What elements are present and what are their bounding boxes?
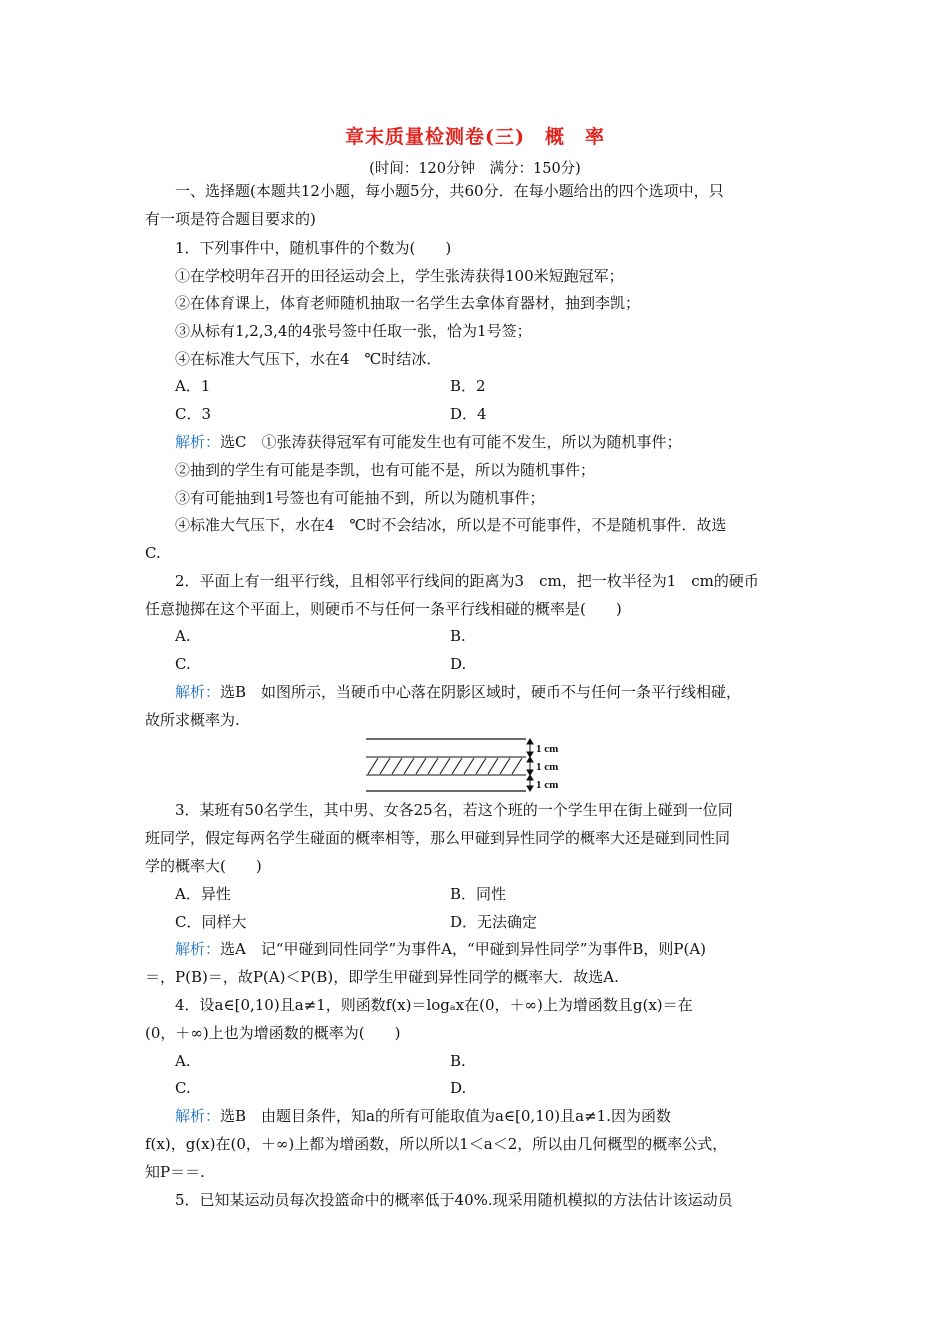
section-heading-cont: 有一项是符合题目要求的)	[145, 210, 316, 228]
q3-answer-line-1	[175, 938, 706, 960]
q3-answer-line-2: ＝，P(B)＝，故P(A)＜P(B)，即学生甲碰到异性同学的概率大．故选A.	[145, 968, 619, 986]
q3-answer-text: 选A 记“甲碰到同性同学”为事件A，“甲碰到异性同学”为事件B，则P(A)	[220, 940, 707, 958]
q1-answer-line-5: C.	[145, 544, 161, 562]
q1-answer-line-1	[175, 431, 682, 453]
q2-answer-text: 选B 如图所示，当硬币中心落在阴影区域时，硬币不与任何一条平行线相碰，	[220, 683, 742, 701]
q3-option-b: B．同性	[450, 885, 507, 903]
q1-item-4: ④在标准大气压下，水在4 ℃时结冰．	[175, 350, 442, 368]
dimension-arrows	[527, 739, 533, 791]
page-title: 章末质量检测卷(三) 概 率	[345, 126, 605, 148]
answer-label: 解析：	[175, 940, 221, 958]
q4-stem-line-2: (0，＋∞)上也为增函数的概率为( )	[145, 1024, 401, 1042]
q2-answer-line-2: 故所求概率为.	[145, 711, 240, 729]
q4-answer-line-1	[175, 1105, 671, 1127]
q1-option-a: A．1	[175, 377, 211, 395]
q4-option-a: A.	[175, 1052, 191, 1070]
dimension-label-2: 1 cm	[536, 761, 559, 773]
q2-answer-line-1	[175, 681, 741, 703]
q2-option-b: B.	[450, 627, 466, 645]
parallel-lines-figure	[364, 735, 594, 793]
dimension-label-3: 1 cm	[536, 779, 559, 791]
q3-option-a: A．异性	[175, 885, 231, 903]
q1-option-b: B．2	[450, 377, 486, 395]
exam-info: (时间：120分钟 满分：150分)	[369, 161, 581, 177]
q1-answer-line-3: ③有可能抽到1号签也有可能抽不到，所以为随机事件；	[175, 489, 545, 507]
q1-option-c: C．3	[175, 405, 212, 423]
q3-option-d: D．无法确定	[450, 913, 538, 931]
q1-item-3: ③从标有1,2,3,4的4张号签中任取一张，恰为1号签；	[175, 322, 532, 340]
q1-item-1: ①在学校明年召开的田径运动会上，学生张涛获得100米短跑冠军；	[175, 267, 624, 285]
q4-option-b: B.	[450, 1052, 466, 1070]
q4-answer-line-3: 知P＝＝.	[145, 1163, 205, 1181]
q4-answer-line-2: f(x)，g(x)在(0，＋∞)上都为增函数，所以所以1＜a＜2，所以由几何概型的概率公式，	[145, 1135, 728, 1153]
q3-option-c: C．同样大	[175, 913, 247, 931]
q1-item-2: ②在体育课上，体育老师随机抽取一名学生去拿体育器材，抽到李凯；	[175, 294, 641, 312]
q4-stem-line-1: 4．设a∈[0,10)且a≠1，则函数f(x)＝logₐx在(0，＋∞)上为增函数且g(x)＝在	[175, 996, 693, 1014]
section-heading: 一、选择题(本题共12小题，每小题5分，共60分．在每小题给出的四个选项中，只	[175, 182, 724, 200]
q4-option-d: D.	[450, 1079, 467, 1097]
q3-stem-line-1: 3．某班有50名学生，其中男、女各25名，若这个班的一个学生甲在街上碰到一位同	[175, 801, 733, 819]
answer-label: 解析：	[175, 1107, 221, 1125]
q3-stem-line-2: 班同学，假定每两名学生碰面的概率相等，那么甲碰到异性同学的概率大还是碰到同性同	[145, 829, 731, 847]
answer-label: 解析：	[175, 683, 221, 701]
q2-stem-line-2: 任意抛掷在这个平面上，则硬币不与任何一条平行线相碰的概率是( )	[145, 600, 622, 618]
q1-stem: 1．下列事件中，随机事件的个数为( )	[175, 239, 452, 257]
dimension-label-1: 1 cm	[536, 743, 559, 755]
q1-option-d: D．4	[450, 405, 487, 423]
q2-stem-line-1: 2．平面上有一组平行线，且相邻平行线间的距离为3 cm，把一枚半径为1 cm的硬币	[175, 572, 759, 590]
q5-stem-line-1: 5．已知某运动员每次投篮命中的概率低于40%.现采用随机模拟的方法估计该运动员	[175, 1191, 733, 1209]
q1-answer-line-2: ②抽到的学生有可能是李凯，也有可能不是，所以为随机事件；	[175, 461, 596, 479]
q2-option-d: D.	[450, 655, 467, 673]
shaded-region-hatching	[368, 758, 522, 774]
q1-answer-line-4: ④标准大气压下，水在4 ℃时不会结冰，所以是不可能事件，不是随机事件．故选	[175, 516, 727, 534]
q3-stem-line-3: 学的概率大( )	[145, 857, 262, 875]
answer-label: 解析：	[175, 433, 221, 451]
q4-answer-text: 选B 由题目条件，知a的所有可能取值为a∈[0,10)且a≠1.因为函数	[220, 1107, 671, 1125]
q4-option-c: C.	[175, 1079, 191, 1097]
q1-answer-text: 选C ①张涛获得冠军有可能发生也有可能不发生，所以为随机事件；	[220, 433, 682, 451]
q2-option-c: C.	[175, 655, 191, 673]
q2-option-a: A.	[175, 627, 191, 645]
